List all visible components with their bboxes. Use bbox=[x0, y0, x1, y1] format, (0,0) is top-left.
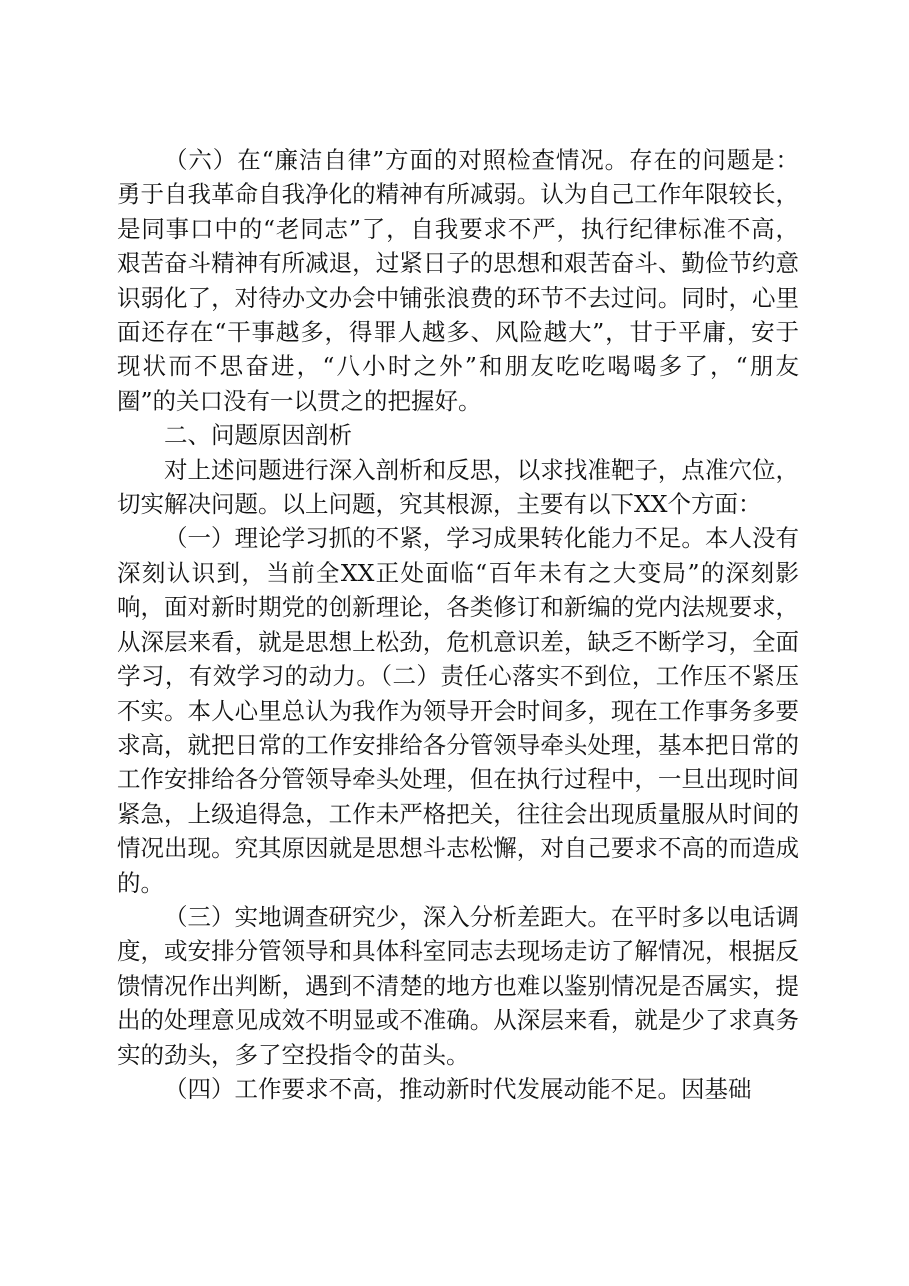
section-heading-cause-analysis: 二、问题原因剖析 bbox=[164, 421, 352, 450]
paragraph-field-research: （三）实地调查研究少，深入分析差距大。在平时多以电话调度，或安排分管领导和具体科室同志去现场走访了解情况，根据反馈情况作出判断，遇到不清楚的地方也难以鉴别情况是否属实，提出的处理意见成效不明显或不准确。从深层来看，就是少了求真务实的劲头，多了空投指令的苗头。 bbox=[117, 902, 799, 1069]
paragraph-theory-study: （一）理论学习抓的不紧，学习成果转化能力不足。本人没有深刻认识到，当前全XX正处面临“百年未有之大变局”的深刻影响，面对新时期党的创新理论，各类修订和新编的党内法规要求，从深层来看，就是思想上松劲，危机意识差，缺乏不断学习，全面学习，有效学习的动力。（二）责任心落实不到位，工作压不紧压不实。本人心里总认为我作为领导开会时间多，现在工作事务多要求高，就把日常的工作安排给各分管领导牵头处理，基本把日常的工作安排给各分管领导牵头处理，但在执行过程中，一旦出现时间紧急，上级追得急，工作未严格把关，往往会出现质量服从时间的情况出现。究其原因就是思想斗志松懈，对自己要求不高的而造成的。 bbox=[117, 524, 799, 897]
paragraph-integrity-check: （六）在“廉洁自律”方面的对照检查情况。存在的问题是：勇于自我革命自我净化的精神有所减弱。认为自己工作年限较长，是同事口中的“老同志”了，自我要求不严，执行纪律标准不高，艰苦奋斗精神有所减退，过紧日子的思想和艰苦奋斗、勤俭节约意识弱化了，对待办文办会中铺张浪费的环节不去过问。同时，心里面还存在“干事越多，得罪人越多、风险越大”，甘于平庸，安于现状而不思奋进，“八小时之外”和朋友吃吃喝喝多了，“朋友圈”的关口没有一以贯之的把握好。 bbox=[117, 146, 799, 415]
paragraph-work-requirements: （四）工作要求不高，推动新时代发展动能不足。因基础 bbox=[164, 1074, 752, 1103]
document-page bbox=[117, 143, 799, 1106]
paragraph-analysis-intro: 对上述问题进行深入剖析和反思，以求找准靶子，点准穴位，切实解决问题。以上问题，究其根源，主要有以下XX个方面： bbox=[117, 455, 799, 519]
